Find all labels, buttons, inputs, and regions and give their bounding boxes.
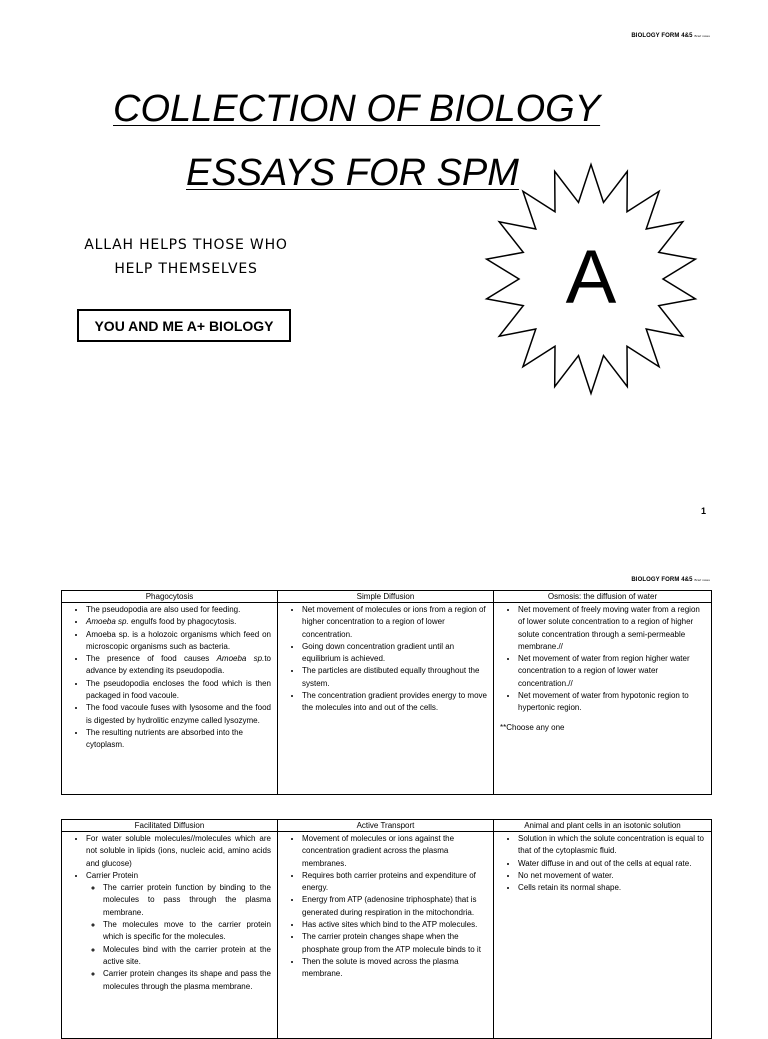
list-item: • The carrier protein changes shape when the phosphate group from the ATP molecule binds to it xyxy=(302,931,487,956)
list-item: • The pseudopodia encloses the food which is then packaged in food vacoule. xyxy=(86,678,271,703)
phagocytosis-cell xyxy=(62,603,278,795)
sub-list-item: ◦ Molecules bind with the carrier protein at the active site. xyxy=(103,944,271,969)
grade-star-badge xyxy=(483,161,699,397)
title-line-2: ESSAYS FOR SPM xyxy=(186,152,519,194)
header-osmosis: Osmosis: the diffusion of water xyxy=(494,591,712,603)
table-row xyxy=(62,832,712,1039)
list-item-text: to advance by extending its pseudopodia. xyxy=(86,654,271,676)
list-item-text: The presence of food causes xyxy=(86,654,210,664)
header-facilitated-diffusion: Facilitated Diffusion xyxy=(62,820,278,832)
table-header-row xyxy=(62,591,712,603)
list-item: • Net movement of molecules or ions from a region of higher concentration to a region of lower concentration. xyxy=(302,604,487,641)
species-name: Amoeba sp. xyxy=(86,617,129,627)
subtitle-box xyxy=(77,309,291,342)
page-number: 1 xyxy=(700,506,706,516)
list-item: • The pseudopodia are also used for feeding. xyxy=(86,604,271,616)
list-item: • The resulting nutrients are absorbed into the cytoplasm. xyxy=(86,727,271,752)
list-item-text: engulfs food by phagocytosis. xyxy=(130,617,237,627)
facilitated-diffusion-cell xyxy=(62,832,278,1039)
sub-list-item: ◦ The molecules move to the carrier protein which is specific for the molecules. xyxy=(103,919,271,944)
list-item xyxy=(86,616,271,628)
list-item: • The particles are distibuted equally throughout the system. xyxy=(302,665,487,690)
sub-list-item: ◦ Carrier protein changes its shape and pass the molecules through the plasma membrane. xyxy=(103,968,271,993)
subtitle-box-label: YOU AND ME A+ BIOLOGY xyxy=(94,317,274,334)
simple-diffusion-cell xyxy=(278,603,494,795)
list-item: • Going down concentration gradient until an equilibrium is achieved. xyxy=(302,641,487,666)
list-item: • The concentration gradient provides energy to move the molecules into and out of the cells. xyxy=(302,690,487,715)
list-item xyxy=(86,653,271,678)
list-item: • Amoeba sp. is a holozoic organisms which feed on microscopic organisms such as bacteria. xyxy=(86,629,271,654)
table-header-row xyxy=(62,820,712,832)
grade-letter: A xyxy=(565,235,617,320)
page-header xyxy=(631,33,710,39)
list-item: • For water soluble molecules//molecules which are not soluble in lipids (ions, nucleic acid, amino acids and glucose) xyxy=(86,833,271,870)
header-phagocytosis: Phagocytosis xyxy=(62,591,278,603)
slogan-line-2: HELP THEMSELVES xyxy=(114,261,258,277)
osmosis-cell xyxy=(494,603,712,795)
active-transport-cell xyxy=(278,832,494,1039)
list-item xyxy=(86,870,271,993)
list-item: • Solution in which the solute concentration is equal to that of the cytoplasmic fluid. xyxy=(518,833,705,858)
notes-table-2 xyxy=(61,819,712,1039)
list-item: • Water diffuse in and out of the cells at equal rate. xyxy=(518,858,705,870)
list-item-text: Carrier Protein xyxy=(86,870,139,880)
species-name: Amoeba sp. xyxy=(216,654,265,664)
table-row xyxy=(62,603,712,795)
notes-table-1 xyxy=(61,590,712,795)
list-item: • Then the solute is moved across the plasma membrane. xyxy=(302,956,487,981)
list-item: • Requires both carrier proteins and expenditure of energy. xyxy=(302,870,487,895)
list-item: • Net movement of water from hypotonic region to hypertonic region. xyxy=(518,690,705,715)
list-item: • Energy from ATP (adenosine triphosphate) that is generated during respiration in the mitochondria. xyxy=(302,894,487,919)
header-small-text: Brief notes xyxy=(694,34,710,38)
list-item: • Movement of molecules or ions against the concentration gradient across the plasma membranes. xyxy=(302,833,487,870)
list-item: • Cells retain its normal shape. xyxy=(518,882,705,894)
header-small-text-2: Brief notes xyxy=(694,578,710,582)
header-active-transport: Active Transport xyxy=(278,820,494,832)
list-item: • No net movement of water. xyxy=(518,870,705,882)
list-item: • The food vacoule fuses with lysosome and the food is digested by hydrolitic enzyme called lysozyme. xyxy=(86,702,271,727)
list-item: • Net movement of freely moving water from a region of lower solute concentration to a region of higher solute concentration through a semi-permeable membrane.// xyxy=(518,604,705,653)
header-text-2: BIOLOGY FORM 4&5 xyxy=(631,577,693,583)
page-header-2 xyxy=(631,577,710,583)
header-simple-diffusion: Simple Diffusion xyxy=(278,591,494,603)
isotonic-cell xyxy=(494,832,712,1039)
slogan-line-1: ALLAH HELPS THOSE WHO xyxy=(84,237,288,253)
slogan xyxy=(66,233,306,281)
title-line-1: COLLECTION OF BIOLOGY xyxy=(113,88,601,130)
header-isotonic: Animal and plant cells in an isotonic solution xyxy=(494,820,712,832)
header-text: BIOLOGY FORM 4&5 xyxy=(631,33,693,39)
sub-list-item: ◦ The carrier protein function by binding to the molecules to pass through the plasma membrane. xyxy=(103,882,271,919)
list-item: • Net movement of water from region higher water concentration to a region of lower water concentration.// xyxy=(518,653,705,690)
osmosis-note: **Choose any one xyxy=(500,722,565,732)
list-item: • Has active sites which bind to the ATP molecules. xyxy=(302,919,487,931)
